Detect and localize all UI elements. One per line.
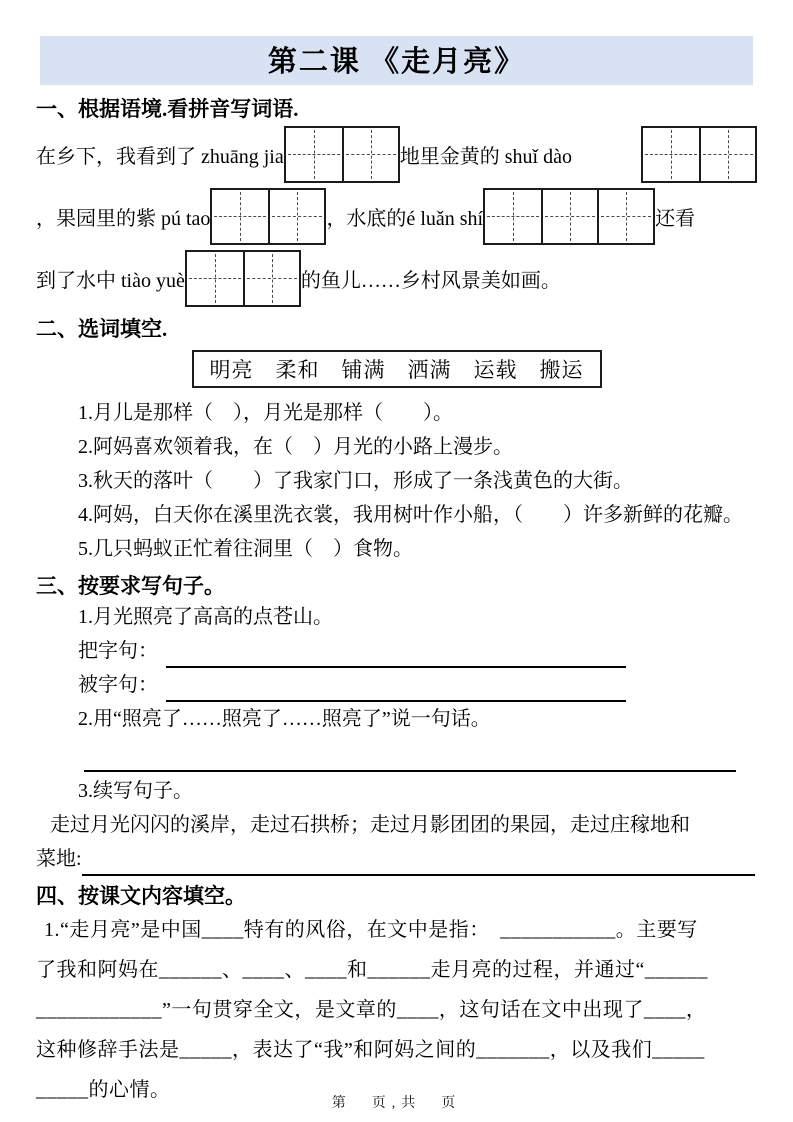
pinyin-write-box-shuidao[interactable]	[641, 126, 757, 183]
pinyin-line-3	[36, 247, 757, 309]
sentence-item-3: 3.续写句子。	[78, 780, 193, 803]
lesson-title-banner	[40, 36, 753, 85]
continue-sentence-text: 走过月光闪闪的溪岸，走过石拱桥；走过月影团团的果园，走过庄稼地和	[50, 814, 690, 837]
ba-answer-line[interactable]	[166, 638, 626, 668]
pinyin-text: 在乡下，我看到了 zhuāng jia	[36, 145, 284, 168]
grid-cell	[485, 190, 541, 243]
pinyin-write-box-eluanshi[interactable]	[483, 188, 655, 245]
grid-cell	[286, 128, 342, 181]
ba-sentence-label: 把字句：	[78, 640, 158, 663]
pinyin-write-box-putao[interactable]	[210, 188, 326, 245]
fill-blank-item-5: 5.几只蚂蚁正忙着往洞里（ ）食物。	[78, 537, 413, 560]
grid-cell	[243, 252, 299, 305]
pinyin-line-1	[36, 123, 757, 185]
fill-blank-item-3: 3.秋天的落叶（ ）了我家门口，形成了一条浅黄色的大街。	[78, 469, 633, 492]
word-bank-wrap	[36, 350, 757, 388]
grid-cell	[212, 190, 268, 243]
pinyin-text: 地里金黄的 shuǐ dào	[399, 145, 572, 168]
pinyin-write-box-zhuangjia[interactable]	[284, 126, 400, 183]
section1-heading: 一、根据语境.看拼音写词语.	[36, 97, 299, 121]
section4-heading: 四、按课文内容填空。	[36, 884, 246, 909]
pinyin-text: ，水底的é luǎn shí	[326, 207, 484, 230]
sentence-item-1: 1.月光照亮了高高的点苍山。	[78, 606, 333, 629]
cloze-line-4: 这种修辞手法是_____，表达了“我”和阿妈之间的_______，以及我们_____	[36, 1039, 705, 1062]
grid-cell	[342, 128, 398, 181]
grid-cell	[597, 190, 653, 243]
continue-answer-line[interactable]	[82, 846, 755, 876]
bei-sentence-label: 被字句：	[78, 674, 158, 697]
pinyin-write-box-tiaoyue[interactable]	[185, 250, 301, 307]
cloze-line-2: 了我和阿妈在______、____、____和______走月亮的过程，并通过“______	[36, 959, 708, 982]
ba-sentence-row	[36, 634, 757, 668]
fill-blank-item-2: 2.阿妈喜欢领着我，在（ ）月光的小路上漫步。	[78, 435, 513, 458]
sentence2-answer-line[interactable]	[84, 746, 736, 772]
grid-cell	[643, 128, 699, 181]
lesson-title: 第二课 《走月亮》	[267, 46, 526, 78]
continue-sentence-label: 菜地:	[36, 848, 82, 871]
pinyin-text: ，果园里的紫 pú tao	[36, 207, 211, 230]
fill-blank-item-1: 1.月儿是那样（ ），月光是那样（ ）。	[78, 401, 453, 424]
pinyin-text: 到了水中 tiào yuè	[36, 269, 185, 292]
pinyin-line-2	[36, 185, 757, 247]
cloze-line-1: 1.“走月亮”是中国____特有的风俗，在文中是指： ___________。主要写	[44, 919, 698, 942]
cloze-line-3: ____________”一句贯穿全文，是文章的____，这句话在文中出现了____，	[36, 999, 707, 1022]
section2-heading: 二、选词填空.	[36, 317, 168, 342]
grid-cell	[268, 190, 324, 243]
bei-answer-line[interactable]	[166, 672, 626, 702]
continue-sentence-row	[36, 842, 757, 876]
pinyin-text: 的鱼儿……乡村风景美如画。	[300, 269, 561, 292]
bei-sentence-row	[36, 668, 757, 702]
pinyin-text: 还看	[655, 207, 696, 230]
grid-cell	[187, 252, 243, 305]
fill-blank-item-4: 4.阿妈，白天你在溪里洗衣裳，我用树叶作小船，（ ）许多新鲜的花瓣。	[78, 503, 743, 526]
grid-cell	[699, 128, 755, 181]
sentence-item-2: 2.用“照亮了……照亮了……照亮了”说一句话。	[78, 708, 491, 731]
cloze-line-5: _____的心情。	[36, 1079, 171, 1102]
grid-cell	[541, 190, 597, 243]
page-footer: 第 页,共 页	[331, 1096, 462, 1111]
section3-heading: 三、按要求写句子。	[36, 573, 225, 598]
word-bank-box: 明亮 柔和 铺满 洒满 运载 搬运	[192, 350, 602, 388]
